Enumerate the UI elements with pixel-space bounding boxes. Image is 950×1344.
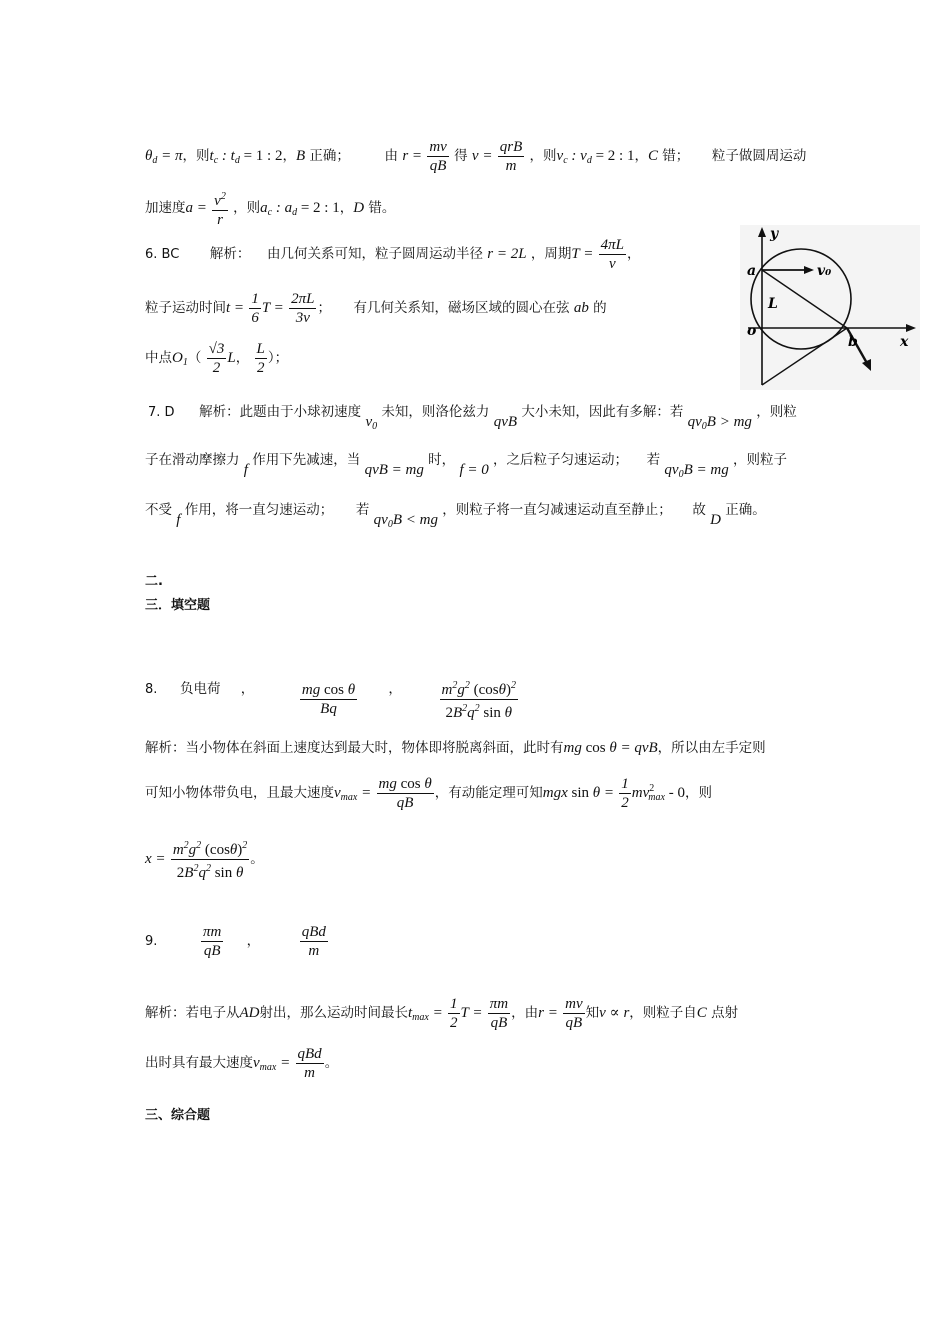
q8-exp-line-2: 可知小物体带负电，且最大速度$v_{max}$ = $\frac{\text{mg cos θ}}{qB}$ ，有动能定理可知mgx sin θ = $\frac{1}{2}$ $mv^2_{max} - 0$，则 xyxy=(145,776,712,811)
q8-exp-line-3: x = $\frac{m^2g^2 (\cos\theta)^2}{2B^2q^2 \sin \theta}$ 。 xyxy=(145,837,264,882)
line-1: $\theta_d = \pi$，则$t_c$ : $t_d = 1$ : 2，B 正确； 由 r = $\frac{mv}{qB}$ 得 v = $\frac{\text{qrB}}{m}$ ，则$v_c$ : $v_d = 2$ : 1，C 错； 粒子做圆周运动 xyxy=(145,139,807,174)
section-3-fill-blank: 三．填空题 xyxy=(145,598,211,613)
label-a: a xyxy=(747,263,757,279)
label-y: y xyxy=(770,226,779,242)
q7-line-3: 不受 f 作用，将一直匀速运动； 若 $qv_0B$ < mg ，则粒子将一直匀减速运动直至静止； 故 D 正确。 xyxy=(145,502,766,530)
q6-line-1: 6. BC 解析： 由几何关系可知，粒子圆周运动半径 r = 2L ，周期T = $\frac{4\pi L}{v}$ ， xyxy=(145,237,641,272)
q6-line-2: 粒子运动时间t = $\frac{1}{6}$ T = $\frac{2\pi L}{3v}$ ； 有几何关系知，磁场区域的圆心在弦 ab 的 xyxy=(145,291,607,326)
q9-answer: 9. $\frac{\pi m}{qB}$ ， $\frac{\text{qBd}}{m}$ xyxy=(145,924,326,959)
section-3-comprehensive: 三、综合题 xyxy=(145,1108,211,1123)
q8-exp-line-1: 解析：当小物体在斜面上速度达到最大时，物体即将脱离斜面，此时有mg cos θ = qvB，所以由左手定则 xyxy=(145,740,766,756)
label-o: o xyxy=(747,323,757,339)
q8-answer: 8. 负电荷 ， $\frac{\text{mg cos θ}}{Bq}$ ， $\frac{m^2g^2 (\cos\theta)^2}{2B^2q^2 \sin \theta}$ xyxy=(145,667,519,712)
text: 正确； xyxy=(309,148,350,164)
q9-exp-line-2: 出时具有最大速度$v_{max}$ = $\frac{\text{qBd}}{m}$ 。 xyxy=(145,1046,339,1081)
label-b: b xyxy=(848,334,858,350)
label-v0: v₀ xyxy=(817,263,832,279)
q7-line-2: 子在滑动摩擦力 f 作用下先减速，当 qvB = mg 时， f = 0 ，之后粒子匀速运动； 若 $qv_0B$ = mg ，则粒子 xyxy=(145,452,788,480)
label-x: x xyxy=(900,334,909,350)
section-2: 二. xyxy=(145,574,163,589)
magnetic-field-figure xyxy=(740,225,920,390)
line-2: 加速度a = $\frac{v^2}{r}$ ，则$a_c$ : $a_d = 2$ : 1，D 错。 xyxy=(145,188,395,229)
q6-line-3: 中点$O_1$（ $\frac{√3}{2}$ L， $\frac{L}{2}$ ）； xyxy=(145,341,289,376)
label-L: L xyxy=(768,296,778,312)
q9-exp-line-1: 解析：若电子从AD射出，那么运动时间最长$t_{max}$ = $\frac{1}{2}$ T = $\frac{\pi m}{qB}$ ，由r = $\frac{mv}{qB}$ 知v ∝ r，则粒子自C 点射 xyxy=(145,996,739,1031)
q7-line-1: 7. D 解析：此题由于小球初速度 $v_0$ 未知，则洛伦兹力 qvB 大小未知，因此有多解：若 $qv_0B$ > mg ，则粒 xyxy=(148,404,797,432)
